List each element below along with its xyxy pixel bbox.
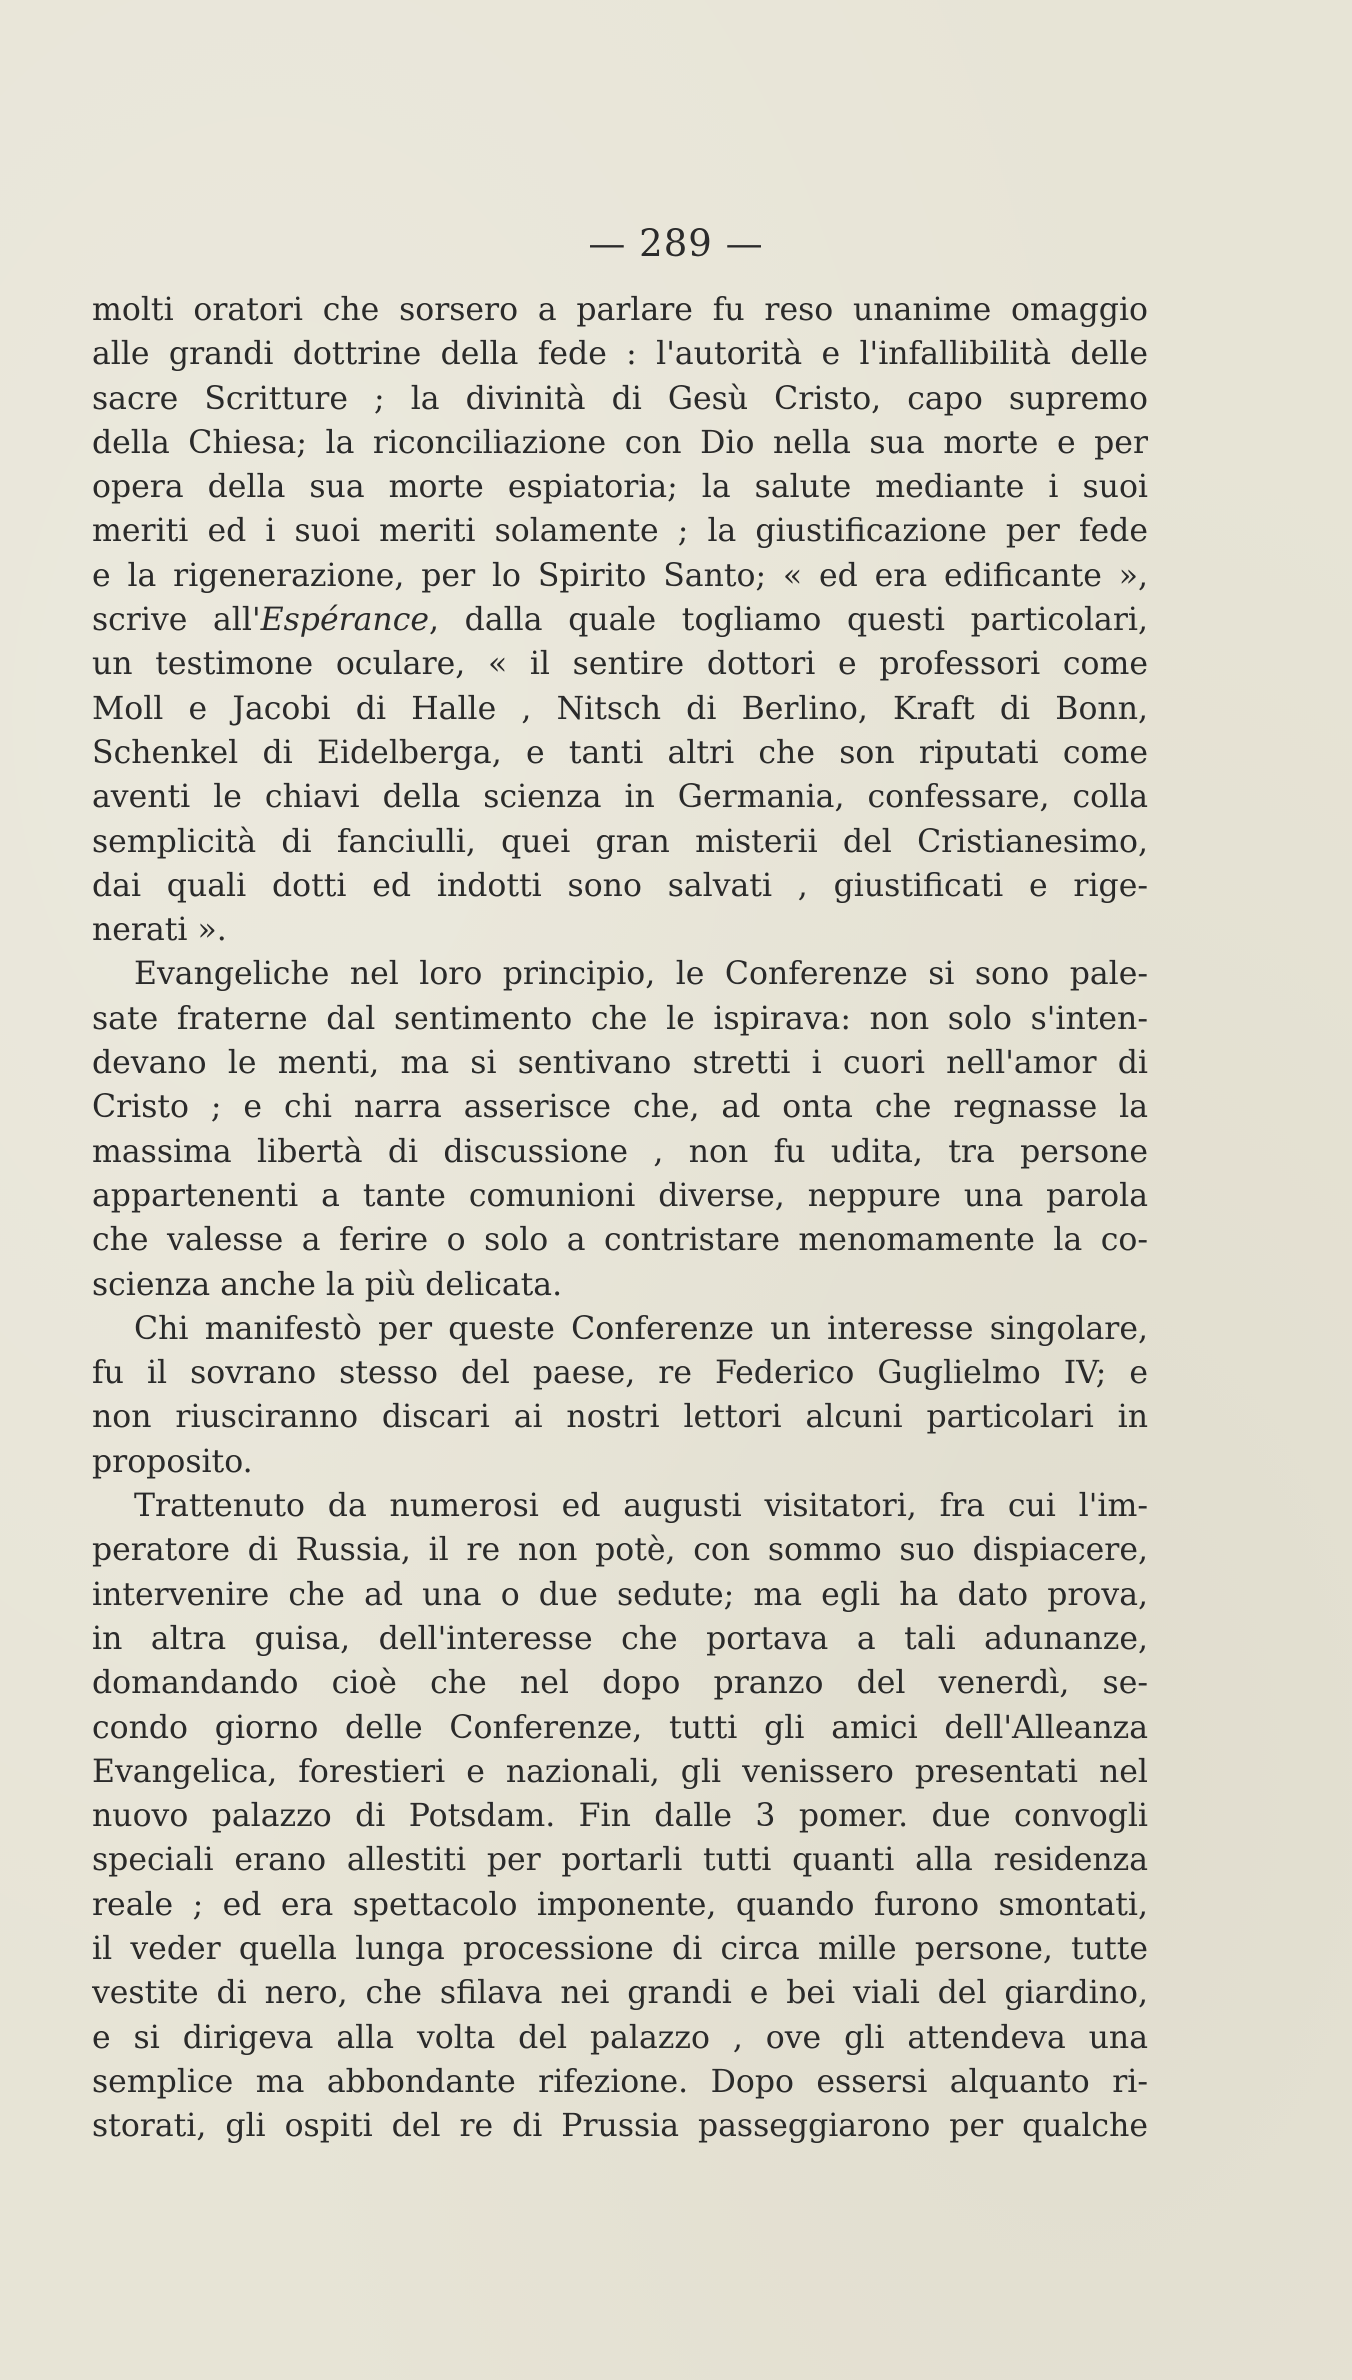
text-line: condo giorno delle Conferenze, tutti gli amici dell'Alleanza [92,1709,1148,1746]
text-line: sacre Scritture ; la divinità di Gesù Cristo, capo supremo [92,380,1148,417]
text-line: e la rigenerazione, per lo Spirito Santo; « ed era edificante », [92,557,1148,594]
text-line: Evangeliche nel loro principio, le Conferenze si sono pale- [134,956,1148,993]
text-line: dai quali dotti ed indotti sono salvati , giustificati e rige- [92,867,1148,904]
text-line: molti oratori che sorsero a parlare fu reso unanime omaggio [92,292,1148,328]
text-line: Chi manifestò per queste Conferenze un interesse singolare, [134,1310,1148,1347]
text-line: Trattenuto da numerosi ed augusti visitatori, fra cui l'im- [134,1488,1148,1525]
text-line: in altra guisa, dell'interesse che portava a tali adunanze, [92,1620,1148,1657]
paragraph-2 [92,952,1148,1306]
text-line: il veder quella lunga processione di circa mille persone, tutte [92,1930,1148,1967]
text-line: reale ; ed era spettacolo imponente, quando furono smontati, [92,1886,1148,1923]
italic-title: Espérance [260,602,429,639]
text-line: della Chiesa; la riconciliazione con Dio nella sua morte e per [92,424,1148,461]
text-line: speciali erano allestiti per portarli tutti quanti alla residenza [92,1842,1148,1879]
text-line: un testimone oculare, « il sentire dottori e professori come [92,646,1148,683]
page-number: — 289 — [588,222,764,265]
text-line: nuovo palazzo di Potsdam. Fin dalle 3 pomer. due convogli [92,1798,1148,1835]
text-line: alle grandi dottrine della fede : l'autorità e l'infallibilità delle [92,336,1148,373]
text-line: fu il sovrano stesso del paese, re Federico Guglielmo IV; e [92,1355,1148,1392]
text-line: non riusciranno discari ai nostri lettori alcuni particolari in [92,1399,1148,1436]
text-line: Moll e Jacobi di Halle , Nitsch di Berlino, Kraft di Bonn, [92,690,1148,727]
text-line: e si dirigeva alla volta del palazzo , ove gli attendeva una [92,2019,1148,2056]
text-line: aventi le chiavi della scienza in Germania, confessare, colla [92,779,1148,816]
text-line: devano le menti, ma si sentivano stretti i cuori nell'amor di [92,1045,1148,1082]
text-line: domandando cioè che nel dopo pranzo del venerdì, se- [92,1665,1148,1702]
text-line: scienza anche la più delicata. [92,1266,563,1303]
paragraph-3 [92,1307,1148,1484]
text-line: Schenkel di Eidelberga, e tanti altri che son riputati come [92,734,1148,771]
text-line: che valesse a ferire o solo a contristare menomamente la co- [92,1222,1148,1259]
text-line: nerati ». [92,912,227,949]
text-line: Evangelica, forestieri e nazionali, gli venissero presentati nel [92,1753,1148,1790]
text-line: intervenire che ad una o due sedute; ma egli ha dato prova, [92,1576,1148,1613]
text-line: opera della sua morte espiatoria; la salute mediante i suoi [92,469,1148,506]
paragraph-1 [92,288,1148,952]
body-text [92,288,1148,2148]
text-line: peratore di Russia, il re non potè, con sommo suo dispiacere, [92,1532,1148,1569]
text-line: semplicità di fanciulli, quei gran misterii del Cristianesimo, [92,823,1148,860]
text-line: sate fraterne dal sentimento che le ispirava: non solo s'inten- [92,1000,1148,1037]
text-line: storati, gli ospiti del re di Prussia passeggiarono per qualche [92,2108,1148,2145]
paragraph-4 [92,1484,1148,2148]
text-line: proposito. [92,1443,253,1480]
text-line: vestite di nero, che sfilava nei grandi e bei viali del giardino, [92,1975,1148,2012]
text-line: appartenenti a tante comunioni diverse, neppure una parola [92,1177,1148,1214]
text-line-with-italic: scrive all'Espérance, dalla quale togliamo questi particolari, [92,602,1148,639]
text-line: massima libertà di discussione , non fu udita, tra persone [92,1133,1148,1170]
text-line: meriti ed i suoi meriti solamente ; la giustificazione per fede [92,513,1148,550]
text-line: Cristo ; e chi narra asserisce che, ad onta che regnasse la [92,1089,1148,1126]
text-line: semplice ma abbondante rifezione. Dopo essersi alquanto ri- [92,2063,1148,2100]
